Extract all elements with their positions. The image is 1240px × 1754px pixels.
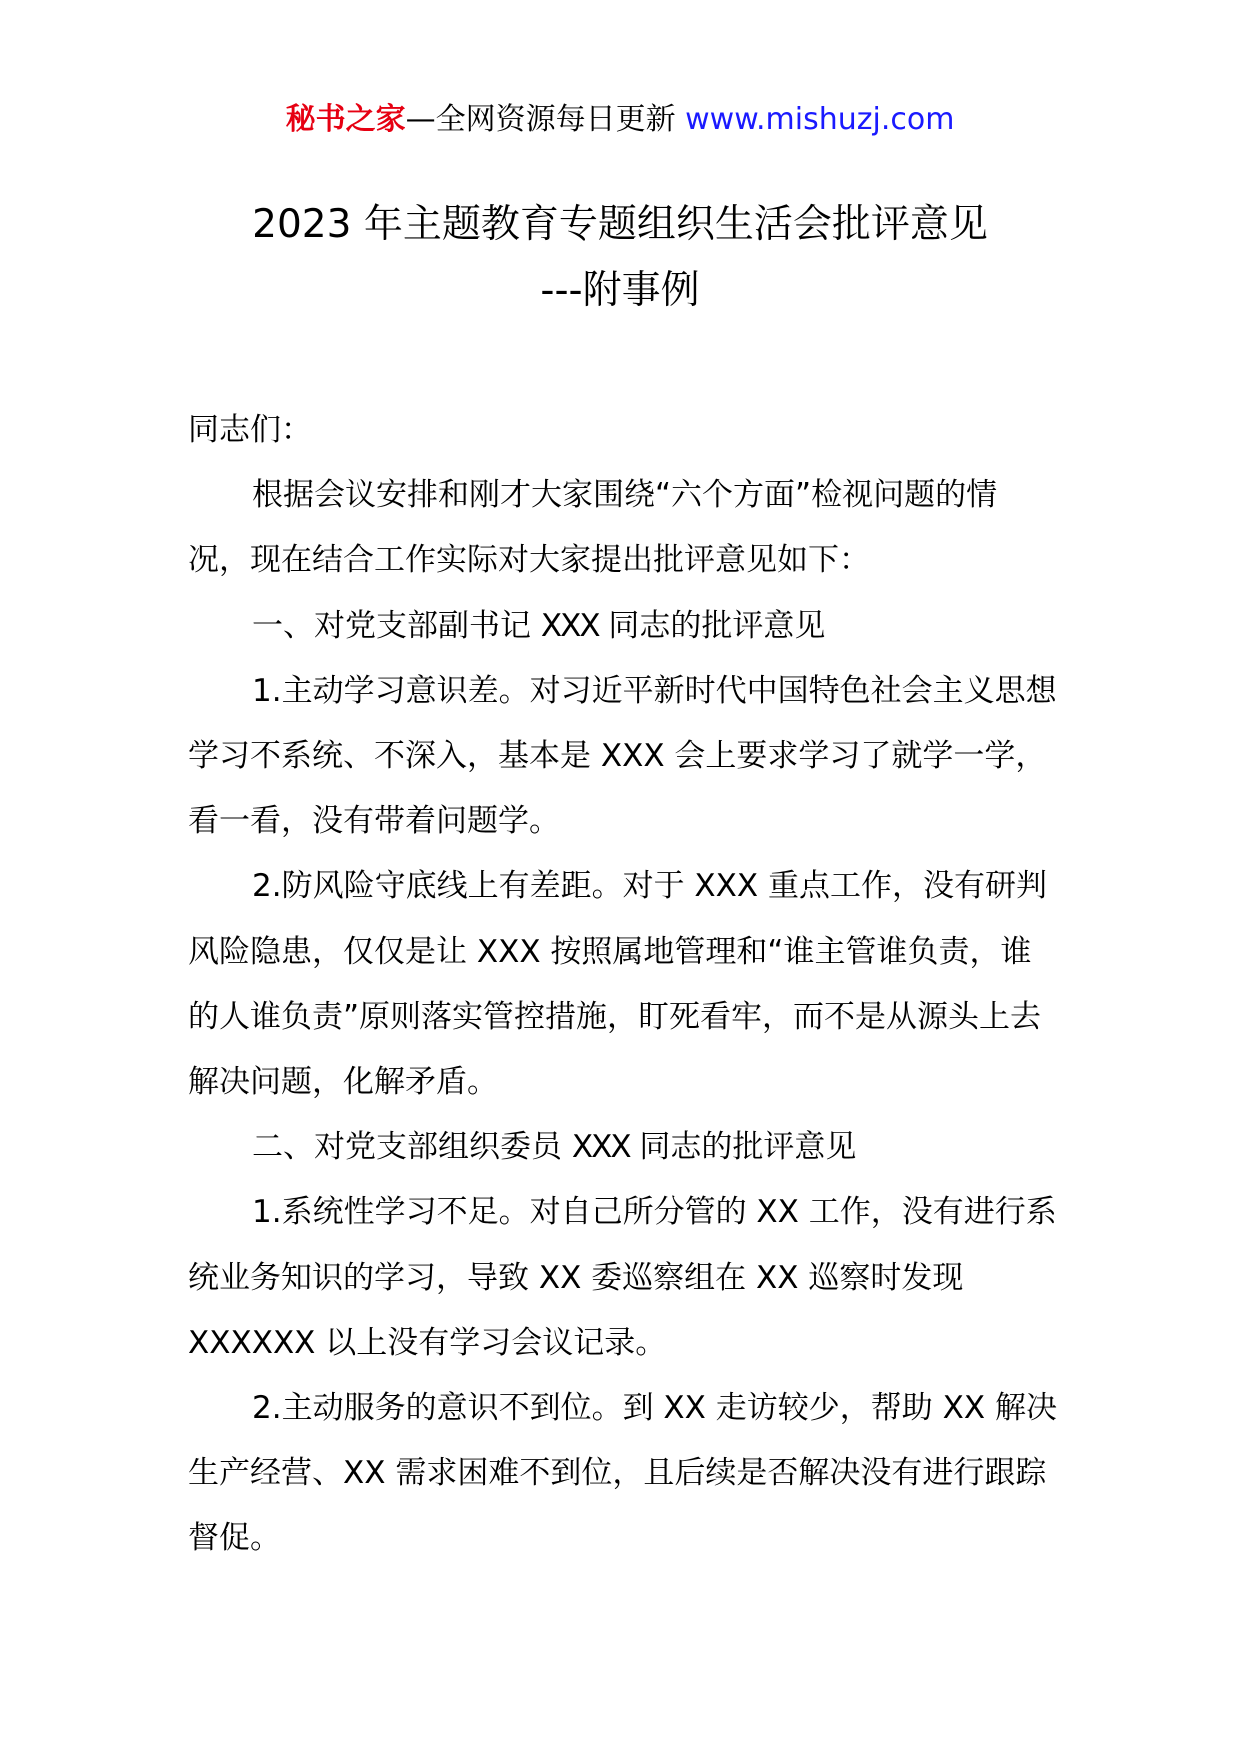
section-2-heading-post: 同志的批评意见 <box>629 1129 857 1166</box>
section-1-item-1: 1.主动学习意识差。对习近平新时代中国特色社会主义思想学习不系统、不深入，基本是 XXX 会上要求学习了就学一学，看一看，没有带着问题学。 <box>188 672 1057 840</box>
site-url-link[interactable]: www.mishuzj.com <box>685 102 955 137</box>
site-brand: 秘书之家 <box>285 102 406 137</box>
site-tagline: —全网资源每日更新 <box>405 102 686 137</box>
salutation: 同志们： <box>188 412 312 448</box>
section-1-heading-post: 同志的批评意见 <box>598 607 826 644</box>
section-1-heading <box>188 594 1058 659</box>
document-title: 2023 年主题教育专题组织生活会批评意见 <box>252 202 988 247</box>
section-2-heading-name: XXX <box>571 1129 630 1166</box>
section-2-heading-pre: 二、对党支部组织委员 <box>252 1129 572 1166</box>
section-2-item-2: 2.主动服务的意识不到位。到 XX 走访较少，帮助 XX 解决生产经营、XX 需求困难不到位，且后续是否解决没有进行跟踪督促。 <box>188 1390 1057 1557</box>
section-2-heading <box>188 1115 1058 1180</box>
section-1-item-2: 2.防风险守底线上有差距。对于 XXX 重点工作，没有研判风险隐患，仅仅是让 XXX 按照属地管理和“谁主管谁负责，谁的人谁负责”原则落实管控措施，盯死看牢，而不是从源头上去解决问题，化解矛盾。 <box>188 868 1047 1101</box>
document-subtitle: ---附事例 <box>540 268 700 313</box>
site-header <box>0 100 1240 140</box>
document-body <box>188 398 1058 1572</box>
section-2-item-1: 1.系统性学习不足。对自己所分管的 XX 工作，没有进行系统业务知识的学习，导致 XX 委巡察组在 XX 巡察时发现 XXXXXX 以上没有学习会议记录。 <box>188 1194 1057 1361</box>
section-1-heading-pre: 一、对党支部副书记 <box>252 607 541 644</box>
section-1-heading-name: XXX <box>540 607 599 644</box>
intro-paragraph: 根据会议安排和刚才大家围绕“六个方面”检视问题的情况，现在结合工作实际对大家提出批评意见如下： <box>188 477 998 579</box>
